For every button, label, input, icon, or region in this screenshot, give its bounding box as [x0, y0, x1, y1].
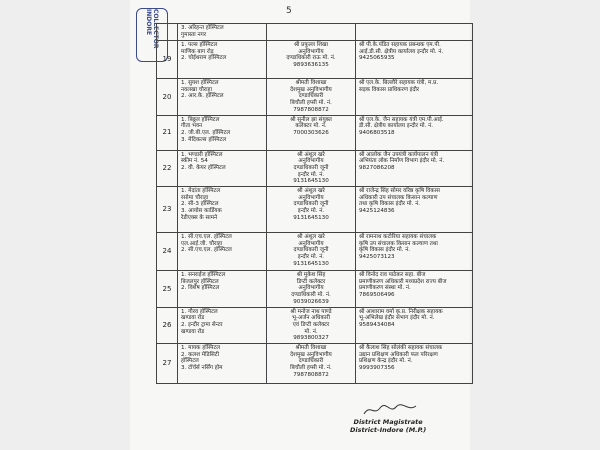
- officer-line: अनुविभागीय: [298, 285, 324, 292]
- description-line: श्री विनोद राव पाठेकर सहा. बीज: [359, 272, 426, 279]
- description-cell: [356, 271, 473, 308]
- description-line: 9425124836: [359, 208, 395, 215]
- officer-line: 9893636135: [293, 62, 329, 69]
- serial-number: 22: [157, 150, 178, 187]
- officer-line: दण्डाधिकारी मो. नं.: [291, 292, 331, 299]
- hospital-cell: [178, 115, 267, 150]
- officer-line: मो. नं.: [304, 328, 318, 335]
- table-row: [157, 271, 473, 308]
- description-cell: [356, 24, 473, 41]
- hospital-line: खण्डवा रोड: [181, 328, 205, 335]
- hospital-line: 3. अरिहन्त हॉस्पिटल: [181, 25, 224, 31]
- officer-line: दण्डाधिकारी जूनी: [293, 164, 329, 171]
- page-number: 5: [286, 6, 292, 16]
- serial-number: 25: [157, 271, 178, 308]
- hospital-line: 2. सी.एच.एल. हॉस्पिटल: [181, 247, 232, 254]
- officer-line: इन्दौर मो. नं.: [297, 171, 325, 178]
- hospital-cell: [178, 24, 267, 41]
- officer-line: अनुविभागीय: [298, 194, 324, 201]
- description-line: 9425065935: [359, 55, 395, 62]
- officer-line: देशमुख अनुविभागीय: [290, 351, 332, 358]
- officer-line: दण्डाधिकारी जूनी: [293, 201, 329, 208]
- hospital-line: एल.आई.जी. चौराहा: [181, 240, 223, 247]
- table-row: [157, 115, 473, 150]
- officer-cell: [267, 79, 356, 116]
- officer-line: श्री मुकेश सिंह: [296, 272, 326, 279]
- table-row: [157, 187, 473, 233]
- hospital-line: हॉस्पिटल: [181, 358, 199, 365]
- hospital-line: 1. सुयश हॉस्पिटल: [181, 80, 219, 86]
- hospital-line: 2. विशेष हॉस्पिटल: [181, 285, 220, 292]
- footer-signature-block: [350, 418, 426, 435]
- hospital-line: 2. इन्दौर ट्रामा सेन्टर: [181, 321, 223, 328]
- description-line: अधिकारी उप संचालक किसान कल्याण: [359, 194, 438, 201]
- officer-line: दण्डाधिकारी: [298, 93, 324, 100]
- description-line: 9827086208: [359, 164, 395, 171]
- footer-line2: District-Indore (M.P.): [350, 426, 427, 435]
- officer-line: श्री अंशुल खरे: [297, 234, 325, 241]
- signature: [360, 402, 420, 418]
- hospital-cell: [178, 41, 267, 79]
- seal-text: COLLECTOR INDORE: [145, 9, 159, 49]
- hospital-cell: [178, 150, 267, 187]
- hospital-line: 3. मेदिकल्स हॉस्पिटल: [181, 136, 227, 143]
- description-cell: [356, 233, 473, 271]
- hospital-officer-table: [156, 23, 473, 384]
- description-cell: [356, 41, 473, 79]
- description-line: श्री आशाराम वर्मा कृ.प्र. निरीक्षक सहायक: [359, 308, 443, 315]
- description-line: प्रमाणीकरण संस्था मो. नं.: [359, 285, 411, 292]
- description-line: श्री राजेन्द्र सिंह सोमर वरिष्ठ कृषि विकास: [359, 188, 440, 195]
- hospital-cell: [178, 344, 267, 384]
- description-line: श्री पी.के.पंडित सहायक प्रबन्धक एम.पी.: [359, 42, 441, 48]
- description-line: तथा कृषि विकास इंदौर मो. नं.: [359, 201, 421, 208]
- description-line: डी.सी. क्षेत्रीय कार्यालय इन्दौर मो. नं.: [359, 123, 434, 130]
- serial-number: 23: [157, 187, 178, 233]
- hospital-line: रेडीएक्स के सामने: [181, 214, 218, 221]
- hospital-line: 1. सी.एच.एल. हॉस्पिटल: [181, 234, 232, 241]
- table-row: [157, 233, 473, 271]
- officer-cell: [267, 41, 356, 79]
- officer-line: 9893800327: [293, 335, 329, 342]
- officer-line: भू-अर्जन अधिकारी: [292, 315, 330, 322]
- description-line: 7869506496: [359, 292, 395, 299]
- table-row: [157, 344, 473, 384]
- officer-line: 7987808872: [293, 371, 329, 378]
- table-row: [157, 307, 473, 344]
- description-line: उद्यान प्रशिक्षण अधिकारी फल परिरक्षण: [359, 351, 438, 358]
- officer-line: डिप्टी कलेक्टर: [296, 278, 326, 285]
- description-cell: [356, 344, 473, 384]
- officer-cell: [267, 115, 356, 150]
- hospital-line: गुमास्ता नगर: [181, 31, 207, 38]
- description-line: 9993907356: [359, 365, 395, 372]
- officer-line: अनुविभागीय: [298, 240, 324, 247]
- hospital-line: 1. बिठ्ठल हॉस्पिटल: [181, 116, 220, 123]
- description-line: 9589434084: [359, 321, 395, 328]
- hospital-line: स्कीम नं. 54: [181, 158, 208, 165]
- description-line: श्री आलोक जैन उपयंत्री कार्यपालन यंत्री: [359, 151, 439, 158]
- hospital-line: 1. भण्डारी हॉस्पिटल: [181, 151, 223, 158]
- description-line: सड़क विकास प्राधिकरण इंदौर: [359, 86, 420, 93]
- hospital-line: रसोमा चौराहा: [181, 194, 209, 201]
- table-body: [157, 24, 473, 384]
- officer-line: दण्डाधिकारी राऊ मो. नं.: [286, 55, 336, 62]
- hospital-cell: [178, 271, 267, 308]
- officer-line: 9131645130: [293, 178, 329, 185]
- hospital-cell: [178, 79, 267, 116]
- officer-cell: [267, 187, 356, 233]
- description-line: श्री एल.के. बिल्लौरे सहायक यंत्री, म.प्र.: [359, 80, 439, 86]
- description-line: कृषि उप संचालक किसान कल्याण तथा: [359, 240, 438, 247]
- officer-line: 7000303626: [293, 129, 329, 136]
- officer-line: श्री सुनील झा संयुक्त: [290, 116, 332, 123]
- officer-line: इन्दौर मो. नं.: [297, 208, 325, 215]
- table-row: [157, 79, 473, 116]
- description-line: अभियंता लोक निर्माण विभाग इंदौर मो. नं.: [359, 158, 445, 165]
- hospital-line: नवलखा चौराहा: [181, 86, 212, 93]
- hospital-line: 1. सनराईज हॉस्पिटल: [181, 272, 226, 279]
- officer-line: श्री मनोज नाथ पाण्डे: [290, 308, 332, 315]
- officer-line: कलेक्टर मो. नं.: [295, 123, 327, 130]
- officer-line: इन्दौर मो. नं.: [297, 254, 325, 261]
- description-line: श्री रामनाथ कटोरिया सहायक संचालक: [359, 234, 437, 241]
- officer-cell: [267, 150, 356, 187]
- description-line: भू-अभिलेख इंदौर संभाग इंदौर मो. नं.: [359, 315, 435, 322]
- officer-line: अनुविभागीय: [298, 48, 324, 55]
- description-cell: [356, 79, 473, 116]
- table-row: [157, 150, 473, 187]
- hospital-line: खण्डवा रोड: [181, 315, 205, 322]
- description-line: श्री एल.के. जैन सहायक यंत्री एम.पी.आई.: [359, 116, 444, 123]
- officer-line: श्रीमती विशाखा: [295, 80, 327, 86]
- description-cell: [356, 150, 473, 187]
- officer-line: 7987808872: [293, 106, 329, 113]
- officer-cell: [267, 271, 356, 308]
- hospital-line: 2. वी. केयर हॉस्पिटल: [181, 164, 226, 171]
- officer-line: 9131645130: [293, 214, 329, 221]
- description-line: कृषि विकास इंदौर मो. नं.: [359, 247, 411, 254]
- officer-cell: [267, 307, 356, 344]
- description-cell: [356, 115, 473, 150]
- officer-line: 9039026639: [293, 298, 329, 305]
- hospital-line: माणिक बाग रोड़: [181, 48, 214, 55]
- table-row: [157, 41, 473, 79]
- hospital-line: गीता भवन: [181, 123, 203, 130]
- table-row: [157, 24, 473, 41]
- hospital-line: 2. आर.के. हॉस्पिटल: [181, 93, 224, 100]
- hospital-line: 3. टॉर्चर्स नर्सिंग होम: [181, 365, 223, 372]
- serial-number: 26: [157, 307, 178, 344]
- officer-line: एवं डिप्टी कलेक्टर: [292, 321, 330, 328]
- description-line: आई.डी.सी. क्षेत्रीय कार्यालय इन्दौर मो. नं.: [359, 48, 444, 55]
- officer-line: श्री अंशुल खरे: [297, 151, 325, 158]
- officer-line: दण्डाधिकारी: [298, 358, 324, 365]
- hospital-cell: [178, 187, 267, 233]
- officer-line: 9131645130: [293, 260, 329, 267]
- officer-cell: [267, 233, 356, 271]
- serial-number: 21: [157, 115, 178, 150]
- officer-line: श्री अंशुल खरे: [297, 188, 325, 195]
- serial-number: 19: [157, 41, 178, 79]
- officer-line: बिचौली हप्सी मो. नं.: [290, 365, 332, 372]
- officer-line: श्री प्रफुल्ल शिखा: [293, 42, 329, 48]
- hospital-line: 2. कलश मेडिसिटी: [181, 351, 220, 358]
- hospital-line: 1. गौरव हॉस्पिटल: [181, 308, 218, 315]
- hospital-line: 1. मायक हॉस्पिटल: [181, 345, 221, 352]
- officer-cell: [267, 24, 356, 41]
- hospital-line: 1. पल्स हॉस्पिटल: [181, 42, 218, 48]
- description-cell: [356, 307, 473, 344]
- description-line: श्री कैलाश सिंह सोलंकी सहायक संचालक: [359, 345, 443, 352]
- hospital-line: बिजलपुर हॉस्पिटल: [181, 278, 219, 285]
- hospital-cell: [178, 233, 267, 271]
- description-line: प्रमाणीकरण अधिकारी मध्यप्रदेश राज्य बीज: [359, 278, 447, 285]
- officer-line: अनुविभागीय: [298, 158, 324, 165]
- description-line: प्रशिक्षण केन्द्र इंदौर मो. नं.: [359, 358, 413, 365]
- officer-line: श्रीमती विशाखा: [295, 345, 327, 352]
- description-line: 9425073123: [359, 254, 395, 261]
- serial-number: 20: [157, 79, 178, 116]
- description-cell: [356, 187, 473, 233]
- serial-number: 24: [157, 233, 178, 271]
- officer-cell: [267, 344, 356, 384]
- hospital-line: 3. आयोस कार्डियक: [181, 208, 222, 215]
- hospital-line: 2. चोईथराम हॉस्पिटल: [181, 55, 227, 62]
- footer-line1: District Magistrate: [353, 418, 423, 426]
- officer-line: देशमुख अनुविभागीय: [290, 86, 332, 93]
- hospital-line: 2. सी-3 हॉस्पिटल: [181, 201, 219, 208]
- hospital-cell: [178, 307, 267, 344]
- serial-number: [157, 24, 178, 41]
- officer-line: दण्डाधिकारी जूनी: [293, 247, 329, 254]
- description-line: 9406803518: [359, 129, 395, 136]
- serial-number: 27: [157, 344, 178, 384]
- hospital-line: 2. जी.बी.एल. हॉस्पिटल: [181, 129, 231, 136]
- hospital-line: 1. मेदांता हॉस्पिटल: [181, 188, 221, 195]
- officer-line: बिचौली हप्सी मो. नं.: [290, 100, 332, 107]
